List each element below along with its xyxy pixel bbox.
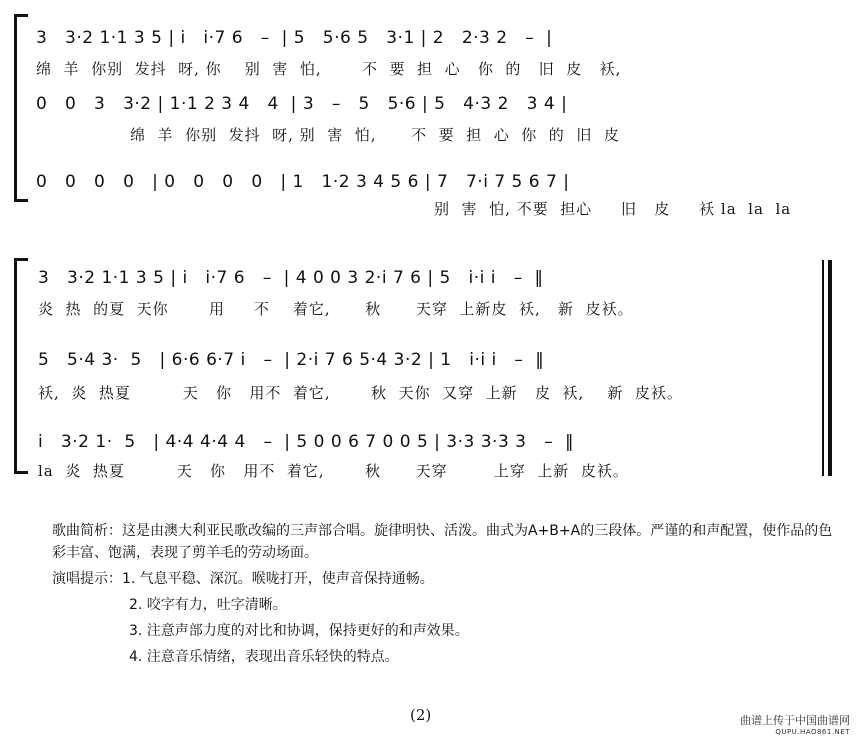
voice1-notes: 3 3·2 1·1 3 5 | i i·7 6 – | 5 5·6 5 3·1 | 2 2·3 2 – | <box>36 28 553 48</box>
tips-paragraph <box>52 568 842 590</box>
tip-4-line <box>52 646 842 668</box>
voice2-lyrics: 绵 羊 你别 发抖 呀, 别 害 怕, 不 要 担 心 你 的 旧 皮 <box>130 126 620 144</box>
tips-label: 演唱提示： <box>52 571 122 587</box>
tip-3: 3. 注意声部力度的对比和协调，保持更好的和声效果。 <box>129 623 469 639</box>
voice2-lyrics: 袄, 炎 热夏 天 你 用不 着它, 秋 天你 又穿 上新 皮 袄, 新 皮袄。 <box>38 384 683 402</box>
tip-4: 4. 注意音乐情绪，表现出音乐轻快的特点。 <box>129 649 399 665</box>
tip-3-line <box>52 620 842 642</box>
tip-1: 1. 气息平稳、深沉。喉咙打开，使声音保持通畅。 <box>122 571 434 587</box>
voice3-notes: i 3·2 1· 5 | 4·4 4·4 4 – | 5 0 0 6 7 0 0 5 | 3·3 3·3 3 – ‖ <box>38 432 575 452</box>
analysis-text: 这是由澳大利亚民歌改编的三声部合唱。旋律明快、活泼。曲式为A+B+A的三段体。严谨的和声配置，使作品的色彩丰富、饱满，表现了剪羊毛的劳动场面。 <box>52 523 833 561</box>
voice2-notes: 0 0 3 3·2 | 1·1 2 3 4 4 | 3 – 5 5·6 | 5 4·3 2 3 4 | <box>36 94 568 114</box>
system-bracket-1 <box>14 14 17 202</box>
watermark-url: QUPU.HAO861.NET <box>775 728 850 736</box>
voice1-lyrics: 绵 羊 你别 发抖 呀, 你 别 害 怕, 不 要 担 心 你 的 旧 皮 袄, <box>36 60 622 78</box>
voice3-lyrics: 别 害 怕, 不要 担心 旧 皮 袄 la la la <box>434 200 792 218</box>
tip-2-line <box>52 594 842 616</box>
analysis-label: 歌曲简析： <box>52 523 122 539</box>
voice3-notes: 0 0 0 0 | 0 0 0 0 | 1 1·2 3 4 5 6 | 7 7·i 7 5 6 7 | <box>36 172 570 192</box>
voice3-lyrics: la 炎 热夏 天 你 用不 着它, 秋 天穿 上穿 上新 皮袄。 <box>38 462 629 480</box>
system-bracket-2 <box>14 258 17 474</box>
tip-2: 2. 咬字有力，吐字清晰。 <box>129 597 287 613</box>
voice1-lyrics: 炎 热 的夏 天你 用 不 着它, 秋 天穿 上新皮 袄, 新 皮袄。 <box>38 300 634 318</box>
voice2-notes: 5 5·4 3· 5 | 6·6 6·7 i – | 2·i 7 6 5·4 3·2 | 1 i·i i – ‖ <box>38 350 545 370</box>
watermark-text: 曲谱上传于中国曲谱网 <box>740 714 850 727</box>
watermark <box>740 712 850 736</box>
analysis-paragraph <box>52 520 842 564</box>
song-notes <box>52 520 842 668</box>
final-barline <box>822 260 834 476</box>
voice1-notes: 3 3·2 1·1 3 5 | i i·7 6 – | 4 0 0 3 2·i 7 6 | 5 i·i i – ‖ <box>38 268 544 288</box>
page-number: (2) <box>410 706 432 724</box>
